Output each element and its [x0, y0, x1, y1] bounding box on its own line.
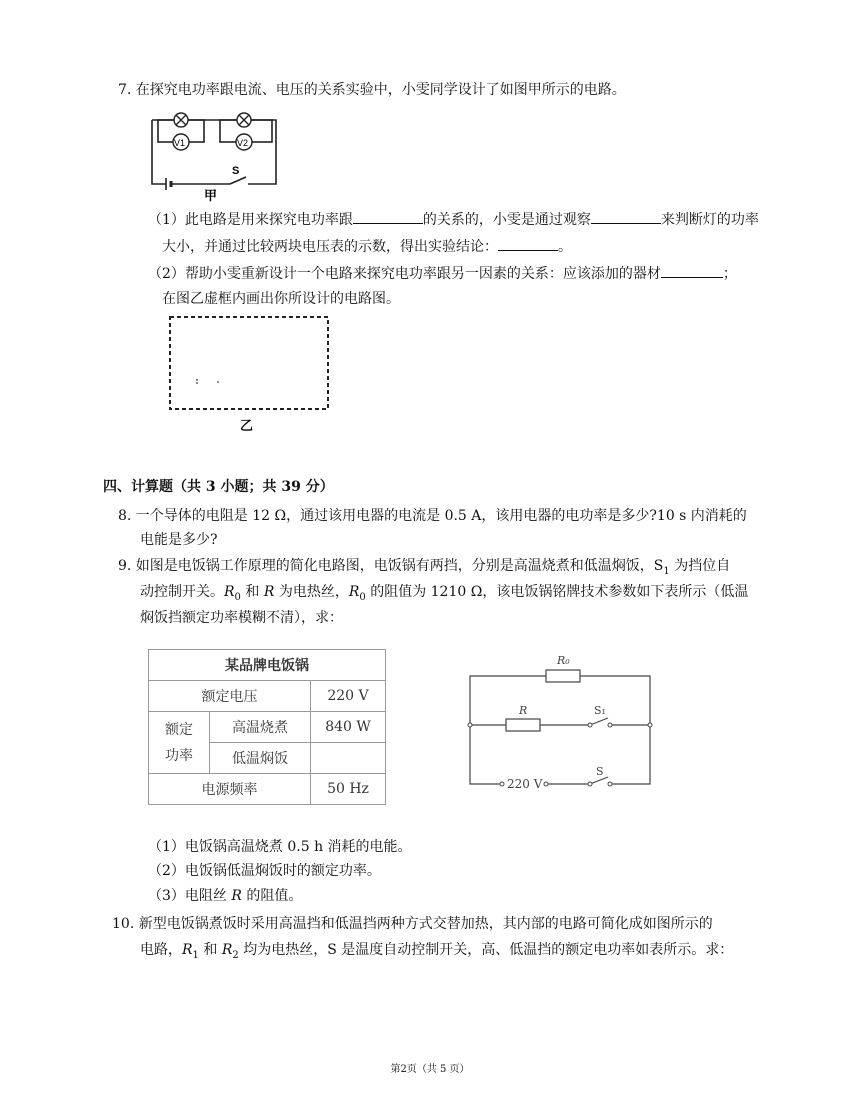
- voltage-label: 220 V: [507, 777, 543, 791]
- rice-cooker-circuit-diagram: [462, 648, 662, 798]
- r-label: R: [519, 704, 528, 717]
- table-cell: 220 V: [311, 681, 386, 712]
- answer-blank[interactable]: [353, 209, 423, 224]
- answer-blank[interactable]: [591, 209, 661, 224]
- answer-blank[interactable]: [661, 263, 723, 278]
- q7-stem: 7. 在探究电功率跟电流、电压的关系实验中，小雯同学设计了如图甲所示的电路。: [118, 82, 626, 98]
- table-cell: 50 Hz: [311, 774, 386, 805]
- q10-line2: 电路，$R_1$ 和 $R_2$ 均为电热丝，S 是温度自动控制开关，高、低温挡的额定电功率如表所示。求：: [140, 942, 734, 961]
- q7-part1-line2: 大小，并通过比较两块电压表的示数，得出实验结论： 。: [162, 236, 572, 257]
- switch-s-label: S: [232, 165, 240, 177]
- voltmeter-v1-label: V1: [174, 138, 186, 148]
- table-cell: 高温烧煮: [210, 712, 311, 743]
- table-title: 某品牌电饭锅: [149, 650, 386, 681]
- voltmeter-v2-label: V2: [237, 138, 249, 148]
- q7-part2-line1: （2）帮助小雯重新设计一个电路来探究电功率跟另一因素的关系：应该添加的器材 ；: [148, 263, 737, 284]
- table-cell: 840 W: [311, 712, 386, 743]
- table-cell-blurred: [311, 743, 386, 774]
- q9-line3: 焖饭挡额定功率模糊不清），求：: [140, 610, 343, 626]
- answer-blank[interactable]: [498, 236, 558, 251]
- q9-sub2: （2）电饭锅低温焖饭时的额定功率。: [148, 863, 381, 879]
- section-4-title: 四、计算题（共 3 小题；共 39 分）: [103, 479, 334, 495]
- rice-cooker-nameplate-table: [148, 649, 386, 805]
- page-footer: 第2页（共 5 页）: [390, 1064, 470, 1075]
- figure-yi-label: 乙: [240, 419, 254, 434]
- q8-line2: 电能是多少?: [140, 532, 218, 548]
- table-cell: 电源频率: [149, 774, 311, 805]
- q10-line1: 10. 新型电饭锅煮饭时采用高温挡和低温挡两种方式交替加热，其内部的电路可简化成如图所示的: [112, 916, 713, 932]
- q7-part2-line2: 在图乙虚框内画出你所设计的电路图。: [162, 291, 400, 307]
- figure-jia-circuit: [140, 108, 290, 203]
- q8-line1: 8. 一个导体的电阻是 12 Ω，通过该用电器的电流是 0.5 A，该用电器的电功率是多少?10 s 内消耗的: [118, 508, 747, 524]
- figure-yi-dashed-box[interactable]: [160, 312, 340, 437]
- figure-jia-label: 甲: [204, 189, 218, 203]
- q9-line1: 9. 如图是电饭锅工作原理的简化电路图，电饭锅有两挡，分别是高温烧煮和低温焖饭，$S_1$ 为挡位自: [118, 558, 731, 577]
- q9-sub3: （3）电阻丝 R 的阻值。: [148, 888, 303, 904]
- s1-label: S₁: [594, 704, 606, 717]
- s-label: S: [596, 765, 604, 778]
- table-cell-rated-power: 额定 功率: [149, 712, 210, 774]
- q9-line2: 动控制开关。$R_0$ 和 R 为电热丝，$R_0$ 的阻值为 1210 Ω，该电饭锅铭牌技术参数如下表所示（低温: [140, 584, 749, 603]
- q7-part1-line1: （1）此电路是用来探究电功率跟 的关系的，小雯是通过观察 来判断灯的功率: [148, 209, 759, 230]
- q9-sub1: （1）电饭锅高温烧煮 0.5 h 消耗的电能。: [148, 839, 412, 855]
- r0-label: R₀: [557, 654, 570, 667]
- table-cell: 额定电压: [149, 681, 311, 712]
- table-cell: 低温焖饭: [210, 743, 311, 774]
